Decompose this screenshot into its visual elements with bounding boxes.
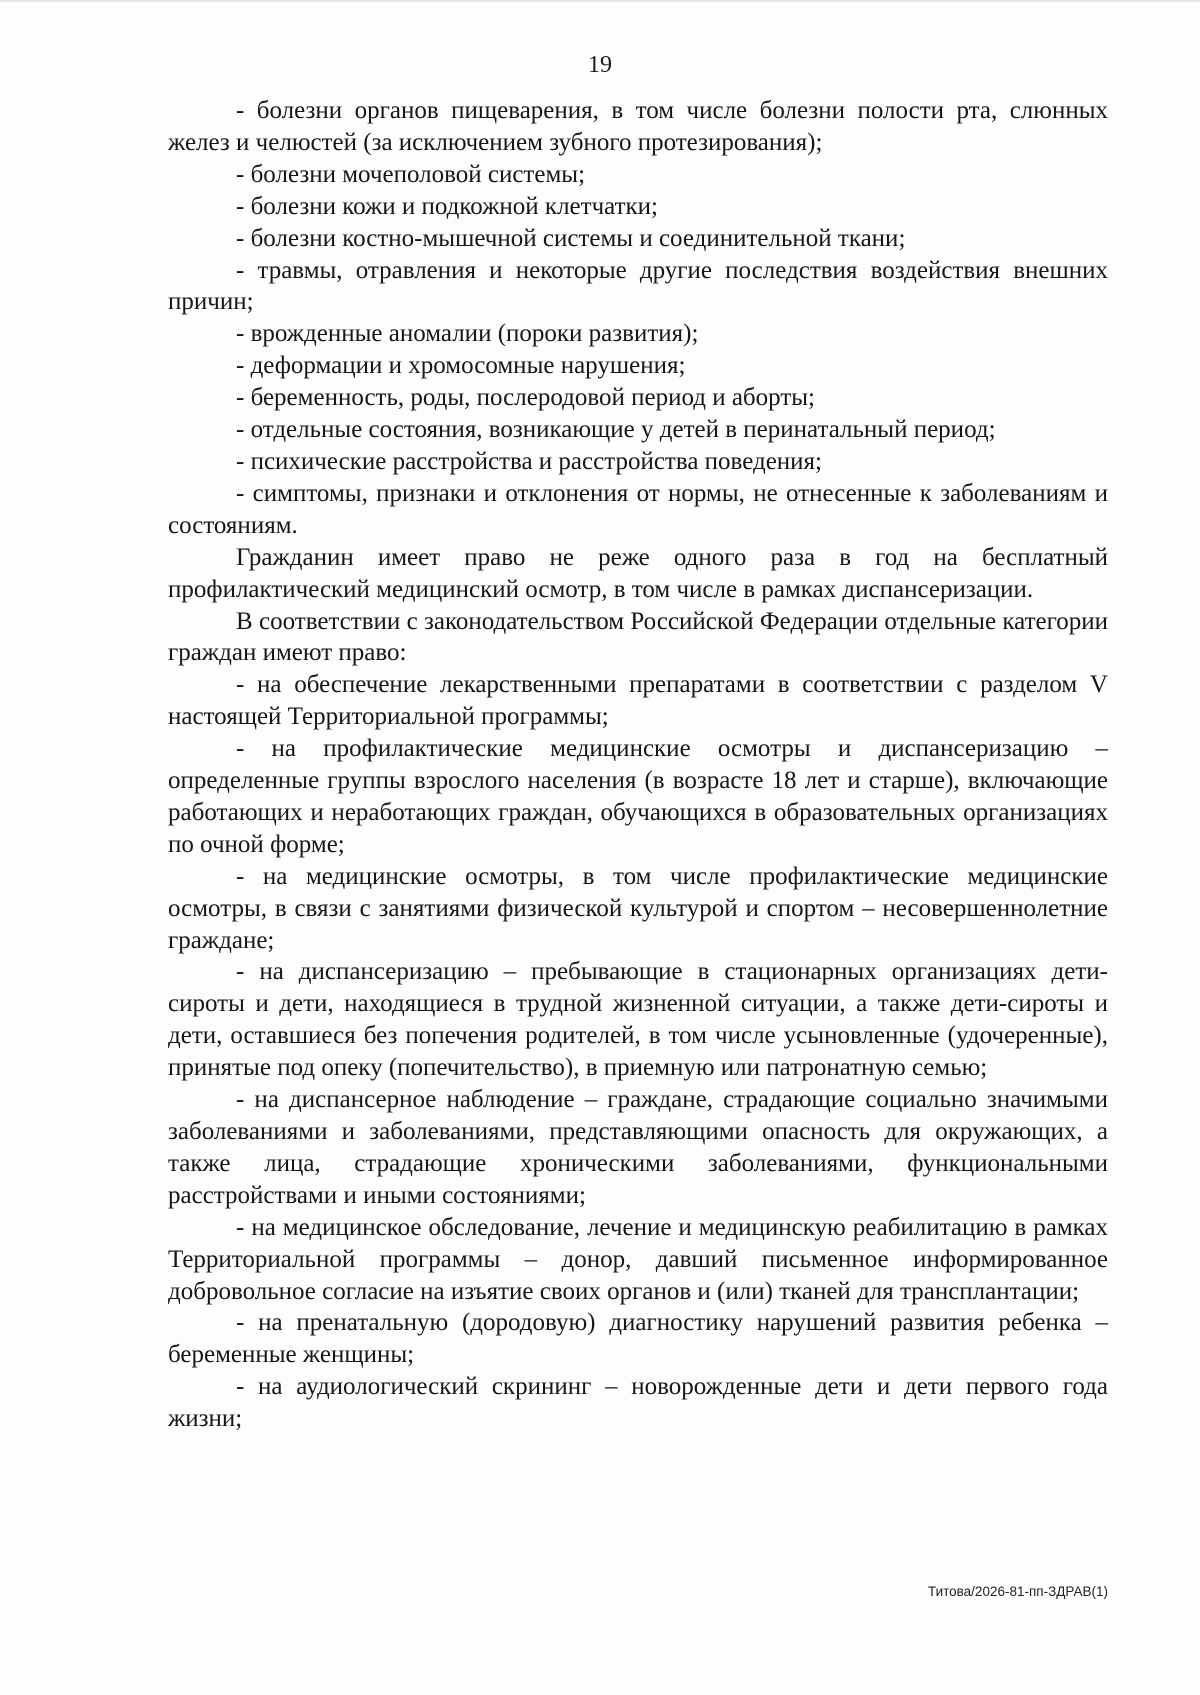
list-item: - травмы, отравления и некоторые другие последствия воздействия внешних причин;: [168, 256, 1108, 316]
list-item: - болезни костно-мышечной системы и соединительной ткани;: [236, 224, 906, 252]
list-item: - деформации и хромосомные нарушения;: [236, 352, 686, 380]
list-item: - симптомы, признаки и отклонения от нормы, не отнесенные к заболеваниям и состояниям.: [168, 479, 1108, 539]
list-item: - отдельные состояния, возникающие у детей в перинатальный период;: [236, 416, 996, 444]
list-item: - беременность, роды, послеродовой период и аборты;: [236, 384, 815, 412]
document-reference: Титова/2026-81-пп-ЗДРАВ(1): [927, 1584, 1108, 1599]
list-item: - на диспансеризацию – пребывающие в стационарных организациях дети-сироты и дети, находящиеся в трудной жизненной ситуации, а также дети-сироты и дети, оставшиеся без попечения родителей, в том числе усыновленные (удочеренные), принятые под опеку (попечительство), в приемную или патронатную семью;: [168, 958, 1108, 1082]
page-number: 19: [588, 52, 612, 78]
scan-edge: [0, 0, 1200, 2]
list-item: - болезни кожи и подкожной клетчатки;: [236, 192, 658, 220]
list-item: - врожденные аномалии (пороки развития);: [236, 320, 699, 348]
list-item: - на медицинские осмотры, в том числе профилактические медицинские осмотры, в связи с занятиями физической культурой и спортом – несовершеннолетние граждане;: [168, 862, 1108, 954]
document-body: [168, 95, 1108, 1435]
list-item: - на медицинское обследование, лечение и медицинскую реабилитацию в рамках Территориальной программы – донор, давший письменное информированное добровольное согласие на изъятие своих органов и (или) тканей для трансплантации;: [168, 1213, 1108, 1305]
list-item: - психические расстройства и расстройства поведения;: [236, 447, 822, 475]
list-item: - на профилактические медицинские осмотры и диспансеризацию – определенные группы взрослого населения (в возрасте 18 лет и старше), включающие работающих и неработающих граждан, обучающихся в образовательных организациях по очной форме;: [168, 735, 1108, 858]
list-item: - на пренатальную (дородовую) диагностику нарушений развития ребенка – беременные женщины;: [168, 1309, 1108, 1369]
list-item: - на аудиологический скрининг – новорожденные дети и дети первого года жизни;: [168, 1373, 1108, 1433]
paragraph: В соответствии с законодательством Российской Федерации отдельные категории граждан имеют право:: [168, 607, 1108, 667]
list-item: - на диспансерное наблюдение – граждане, страдающие социально значимыми заболеваниями и заболеваниями, представляющими опасность для окружающих, а также лица, страдающие хроническими заболеваниями, функциональными расстройствами и иными состояниями;: [168, 1086, 1108, 1209]
list-item: - болезни органов пищеварения, в том числе болезни полости рта, слюнных желез и челюстей (за исключением зубного протезирования);: [168, 97, 1108, 156]
list-item: - на обеспечение лекарственными препаратами в соответствии с разделом V настоящей Территориальной программы;: [168, 671, 1108, 731]
list-item: - болезни мочеполовой системы;: [236, 160, 586, 188]
paragraph: Гражданин имеет право не реже одного раза в год на бесплатный профилактический медицинский осмотр, в том числе в рамках диспансеризации.: [168, 543, 1108, 603]
